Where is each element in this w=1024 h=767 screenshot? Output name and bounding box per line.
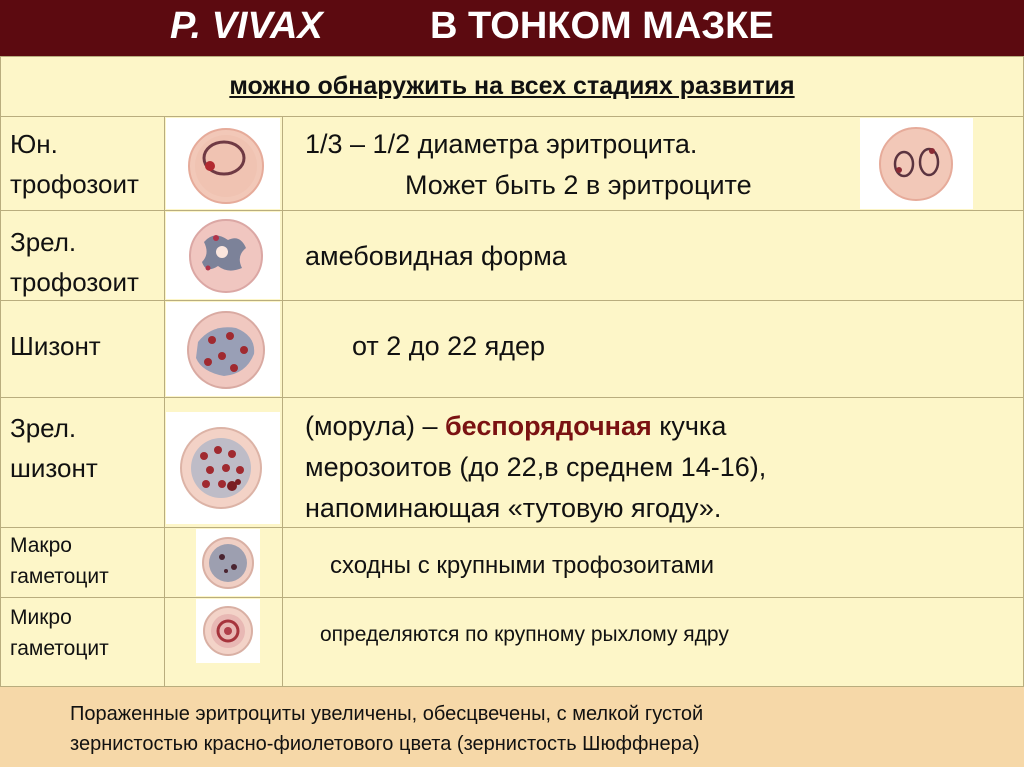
divider [0, 300, 1024, 301]
title-species: P. VIVAX [170, 5, 323, 47]
description-macrogametocyte: сходны с крупными трофозоитами [330, 552, 715, 579]
stage-label-mature-trophozoite: Зрел. трофозоит [10, 227, 139, 297]
footer-line2: зернистостью красно-фиолетового цвета (зернистость Шюффнера) [70, 733, 700, 755]
macrogametocyte-image [196, 529, 260, 596]
divider [0, 210, 1024, 211]
subtitle: можно обнаружить на всех стадиях развития [229, 72, 795, 100]
divider [164, 116, 165, 687]
mature-trophozoite-image [166, 212, 280, 299]
title-bar [0, 0, 1024, 56]
stage-label-schizont: Шизонт [10, 331, 101, 361]
divider [282, 116, 283, 687]
highlight-word: беспорядочная [444, 411, 652, 441]
description-mature-trophozoite: амебовидная форма [305, 241, 567, 271]
divider [0, 116, 1024, 117]
divider [0, 397, 1024, 398]
stage-label-microgametocyte: Микро гаметоцит [10, 606, 109, 660]
schizont-image [166, 302, 280, 396]
description-schizont: от 2 до 22 ядер [352, 331, 546, 361]
footer-line1: Пораженные эритроциты увеличены, обесцвечены, с мелкой густой [70, 703, 704, 725]
stage-label-macrogametocyte: Макро гаметоцит [10, 534, 109, 588]
title-text: В ТОНКОМ МАЗКЕ [430, 5, 774, 47]
divider [0, 597, 1024, 598]
young-trophozoite-image [166, 118, 280, 209]
divider [0, 56, 1024, 57]
description-microgametocyte: определяются по крупному рыхлому ядру [320, 623, 729, 646]
stage-label-young-trophozoite: Юн. трофозоит [10, 129, 139, 199]
stage-label-mature-schizont: Зрел. шизонт [10, 413, 98, 483]
description-young-trophozoite: 1/3 – 1/2 диаметра эритроцита. Может быть 2 в эритроците [305, 129, 752, 200]
microgametocyte-image [196, 599, 260, 663]
description-mature-schizont: (морула) – беспорядочная кучка мерозоитов (до 22,в среднем 14-16), напоминающая «тутовую ягоду». [305, 411, 767, 523]
divider [0, 56, 1, 687]
footer-note [0, 687, 1024, 767]
double-infection-image [860, 118, 973, 209]
mature-schizont-image [166, 412, 280, 524]
